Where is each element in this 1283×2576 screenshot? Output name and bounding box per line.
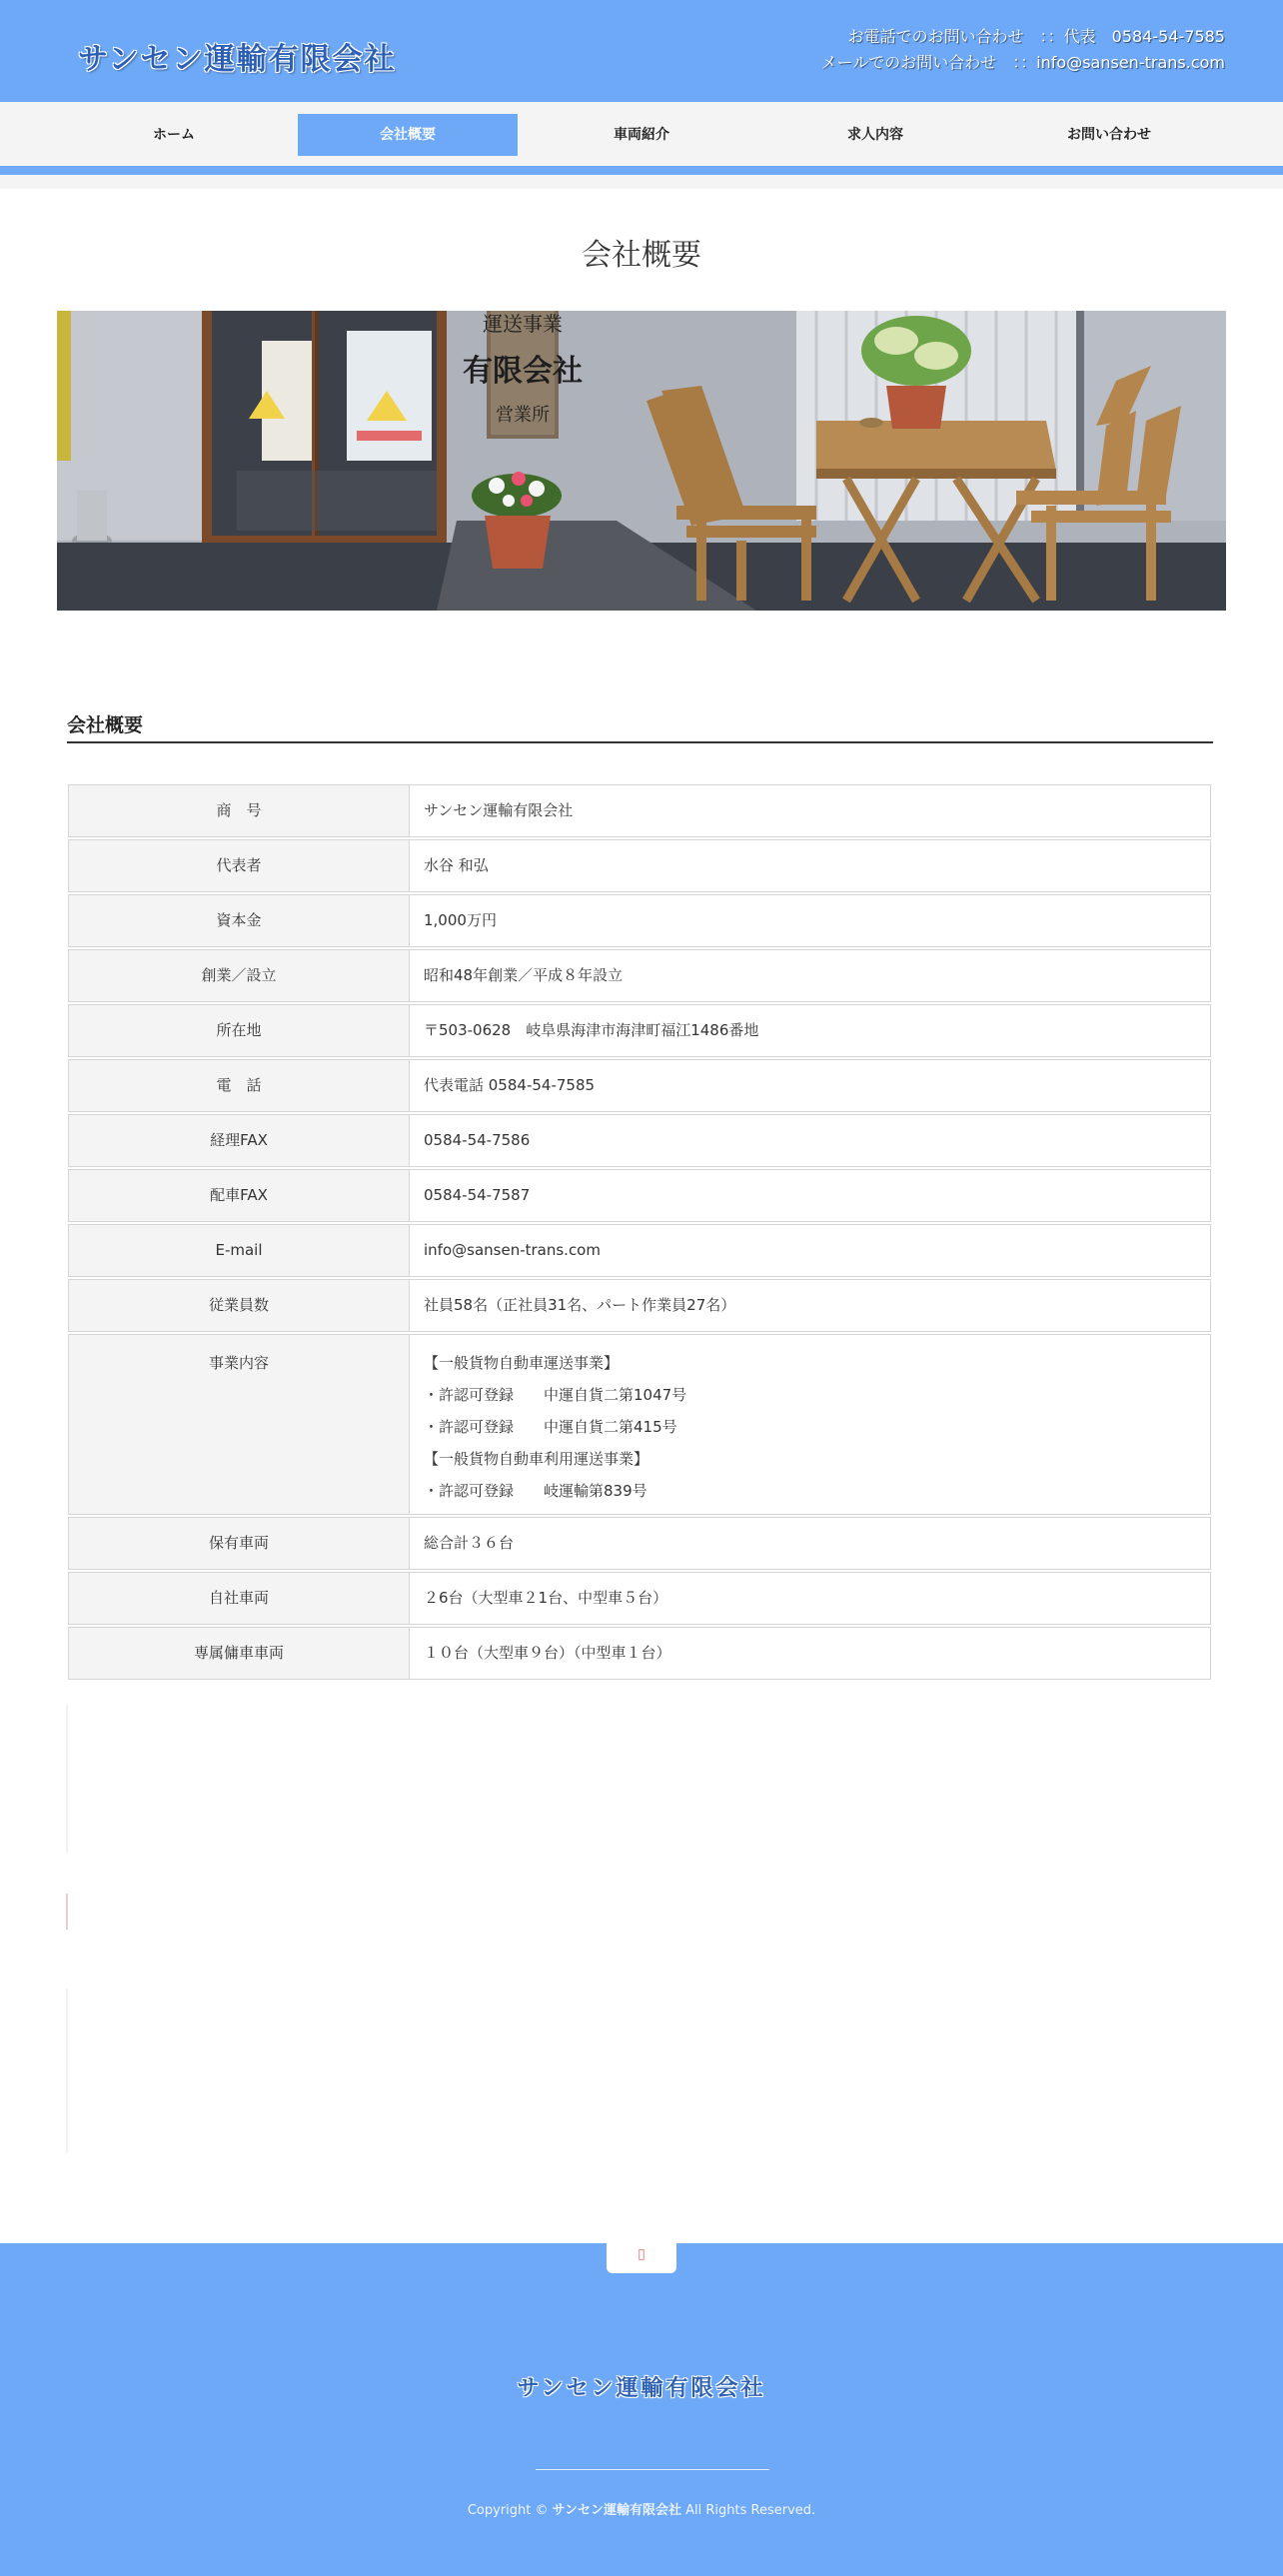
business-line: ・許認可登録 中運自貨二第415号 — [424, 1418, 677, 1436]
table-row — [68, 1572, 1211, 1625]
row-value: 昭和48年創業／平成８年設立 — [410, 950, 1210, 1001]
footer-logo[interactable]: サンセン運輸有限会社 — [517, 2376, 766, 2401]
back-to-top-button[interactable] — [607, 2239, 676, 2273]
row-value: 総合計３６台 — [410, 1518, 1210, 1569]
copyright-prefix: Copyright © — [467, 2503, 549, 2518]
nav-item-vehicles[interactable]: 車両紹介 — [614, 127, 669, 143]
table-row — [68, 1114, 1211, 1167]
business-line: 【一般貨物自動車利用運送事業】 — [424, 1450, 649, 1468]
embed-edge — [66, 1704, 68, 1854]
row-label: 電 話 — [69, 1060, 410, 1111]
table-row — [68, 1334, 1211, 1515]
row-value-multiline — [410, 1335, 1210, 1514]
table-row — [68, 1169, 1211, 1222]
site-header — [0, 0, 1283, 102]
row-label: 専属傭車車両 — [69, 1628, 410, 1679]
row-value: １０台（大型車９台）（中型車１台） — [410, 1628, 1210, 1679]
table-row — [68, 1279, 1211, 1332]
row-label: 配車FAX — [69, 1170, 410, 1221]
arrow-up-icon: ▯ — [638, 2246, 645, 2262]
table-row — [68, 839, 1211, 892]
table-row — [68, 1004, 1211, 1057]
site-logo[interactable]: サンセン運輸有限会社 — [78, 42, 397, 77]
site-footer — [0, 2243, 1283, 2576]
row-label: E-mail — [69, 1225, 410, 1276]
table-row — [68, 784, 1211, 837]
business-line: 【一般貨物自動車運送事業】 — [424, 1354, 620, 1372]
header-contact — [821, 24, 1225, 76]
sign-text-bottom: 営業所 — [496, 405, 550, 426]
nav-stripe — [0, 166, 1283, 175]
company-info-table — [68, 784, 1211, 1680]
table-row — [68, 949, 1211, 1002]
nav-item-contact[interactable]: お問い合わせ — [1067, 127, 1151, 143]
nav-underband — [0, 175, 1283, 189]
row-label: 商 号 — [69, 785, 410, 836]
row-label: 従業員数 — [69, 1280, 410, 1331]
row-value: 0584-54-7587 — [410, 1170, 1210, 1221]
hero-photo — [57, 311, 1226, 611]
row-label: 所在地 — [69, 1005, 410, 1056]
row-value: 代表電話 0584-54-7585 — [410, 1060, 1210, 1111]
row-value: 1,000万円 — [410, 895, 1210, 946]
row-label: 代表者 — [69, 840, 410, 891]
section-heading: 会社概要 — [67, 714, 144, 736]
row-label: 事業内容 — [69, 1335, 410, 1514]
row-value-email[interactable]: info@sansen-trans.com — [410, 1225, 1210, 1276]
copyright-suffix: All Rights Reserved. — [685, 2503, 816, 2518]
row-label: 自社車両 — [69, 1573, 410, 1624]
table-row — [68, 894, 1211, 947]
row-value: 社員58名（正社員31名、パート作業員27名） — [410, 1280, 1210, 1331]
sign-text-main: 有限会社 — [463, 354, 583, 389]
embed-edge — [66, 1894, 68, 1930]
contact-mail[interactable]: メールでのお問い合わせ ：：info@sansen-trans.com — [820, 53, 1225, 72]
row-value: ２6台（大型車２1台、中型車５台） — [410, 1573, 1210, 1624]
business-line: ・許認可登録 岐運輸第839号 — [424, 1482, 647, 1500]
nav-item-recruit[interactable]: 求人内容 — [847, 127, 903, 143]
table-row — [68, 1517, 1211, 1570]
global-nav — [0, 102, 1283, 166]
table-row — [68, 1059, 1211, 1112]
sign-text-top: 運送事業 — [483, 312, 563, 336]
contact-phone: お電話でのお問い合わせ ：：代表 0584-54-7585 — [847, 27, 1225, 46]
row-value: 0584-54-7586 — [410, 1115, 1210, 1166]
row-label: 創業／設立 — [69, 950, 410, 1001]
row-label: 資本金 — [69, 895, 410, 946]
row-label: 保有車両 — [69, 1518, 410, 1569]
embed-edge — [66, 1988, 68, 2153]
nav-item-company[interactable]: 会社概要 — [298, 114, 518, 156]
footer-divider — [536, 2469, 769, 2470]
table-row — [68, 1224, 1211, 1277]
copyright — [0, 2499, 1283, 2518]
row-value: 水谷 和弘 — [410, 840, 1210, 891]
copyright-company: サンセン運輸有限会社 — [552, 2503, 681, 2518]
row-value: 〒503-0628 岐阜県海津市海津町福江1486番地 — [410, 1005, 1210, 1056]
table-row — [68, 1627, 1211, 1680]
row-value: サンセン運輸有限会社 — [410, 785, 1210, 836]
row-label: 経理FAX — [69, 1115, 410, 1166]
section-underline — [67, 741, 1213, 743]
business-line: ・許認可登録 中運自貨二第1047号 — [424, 1386, 687, 1404]
page-title: 会社概要 — [582, 238, 701, 273]
nav-item-home[interactable]: ホーム — [153, 127, 195, 143]
